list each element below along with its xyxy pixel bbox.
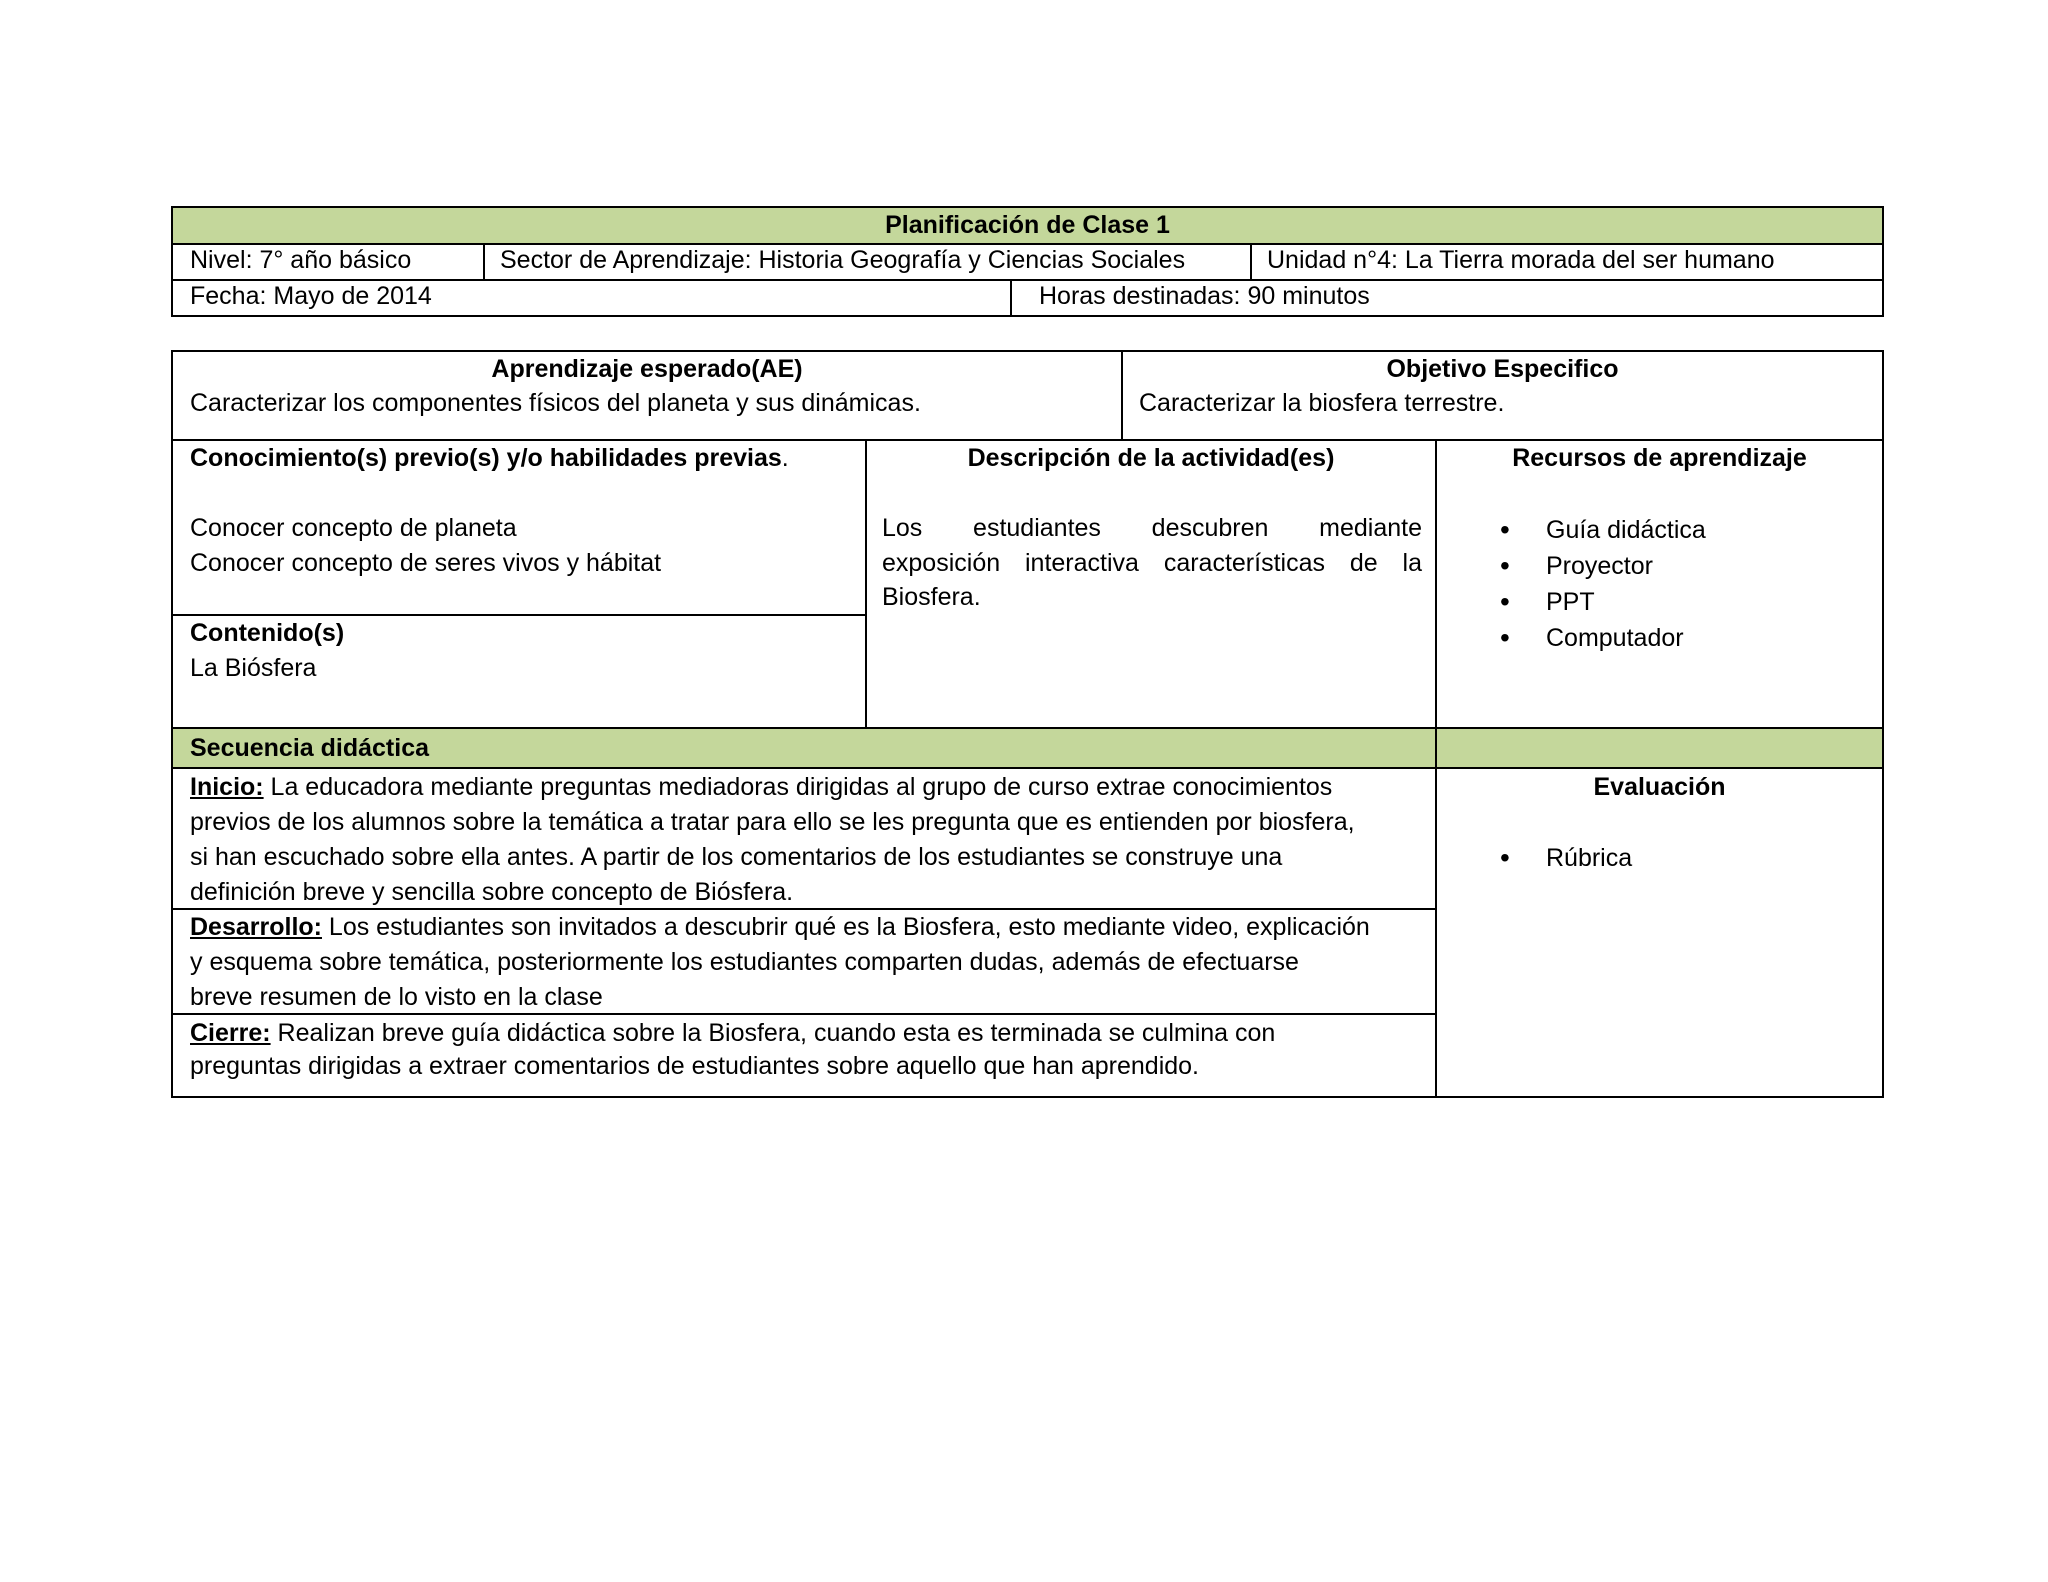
recursos-heading: Recursos de aprendizaje [1512,444,1807,472]
inicio-line-2: previos de los alumnos sobre la temática a tratar para ello se les pregunta que es entienden por biosfera, [190,808,1355,836]
ae-text: Caracterizar los componentes físicos del planeta y sus dinámicas. [190,389,921,417]
horas-cell: Horas destinadas: 90 minutos [1039,282,1370,310]
recurso-item: • Computador [1500,620,1706,656]
inicio-line-4: definición breve y sencilla sobre concepto de Biósfera. [190,878,794,906]
fecha-cell: Fecha: Mayo de 2014 [190,282,432,310]
conocimientos-heading: Conocimiento(s) previo(s) y/o habilidades previas. [190,444,789,472]
conocimientos-line-1: Conocer concepto de planeta [190,514,517,542]
descripcion-line-3: Biosfera. [882,583,981,611]
inicio-line-1: Inicio: La educadora mediante preguntas mediadoras dirigidas al grupo de curso extrae conocimientos [190,773,1333,801]
desarrollo-line-3: breve resumen de lo visto en la clase [190,983,603,1011]
desarrollo-line-2: y esquema sobre temática, posteriormente los estudiantes comparten dudas, además de efectuarse [190,948,1299,976]
cierre-line-2: preguntas dirigidas a extraer comentarios de estudiantes sobre aquello que han aprendido. [190,1052,1199,1080]
recurso-item: • Guía didáctica [1500,512,1706,548]
recurso-item: • Proyector [1500,548,1706,584]
unidad-cell: Unidad n°4: La Tierra morada del ser humano [1267,246,1775,274]
conocimientos-line-2: Conocer concepto de seres vivos y hábitat [190,549,662,577]
evaluacion-list [1500,840,1632,876]
evaluacion-item: • Rúbrica [1500,840,1632,876]
objetivo-heading: Objetivo Especifico [1386,355,1619,383]
secuencia-heading: Secuencia didáctica [190,734,430,762]
inicio-line-3: si han escuchado sobre ella antes. A partir de los comentarios de los estudiantes se construye una [190,843,1283,871]
evaluacion-heading: Evaluación [1593,773,1726,801]
ae-heading: Aprendizaje esperado(AE) [491,355,803,383]
descripcion-heading: Descripción de la actividad(es) [967,444,1335,472]
contenido-text: La Biósfera [190,654,317,682]
desarrollo-line-1: Desarrollo: Los estudiantes son invitados a descubrir qué es la Biosfera, esto mediante video, explicación [190,913,1370,941]
cierre-line-1: Cierre: Realizan breve guía didáctica sobre la Biosfera, cuando esta es terminada se culmina con [190,1019,1276,1047]
contenido-heading: Contenido(s) [190,619,345,647]
nivel-cell: Nivel: 7° año básico [190,246,412,274]
sector-cell: Sector de Aprendizaje: Historia Geografía y Ciencias Sociales [500,246,1186,274]
recursos-list [1500,512,1706,656]
secuencia-row-bg [173,729,1882,767]
recurso-item: • PPT [1500,584,1706,620]
objetivo-text: Caracterizar la biosfera terrestre. [1139,389,1505,417]
page-title: Planificación de Clase 1 [885,211,1170,239]
descripcion-line-1: Los estudiantes descubren mediante [882,514,1422,542]
descripcion-line-2: exposición interactiva características de la [882,549,1422,577]
